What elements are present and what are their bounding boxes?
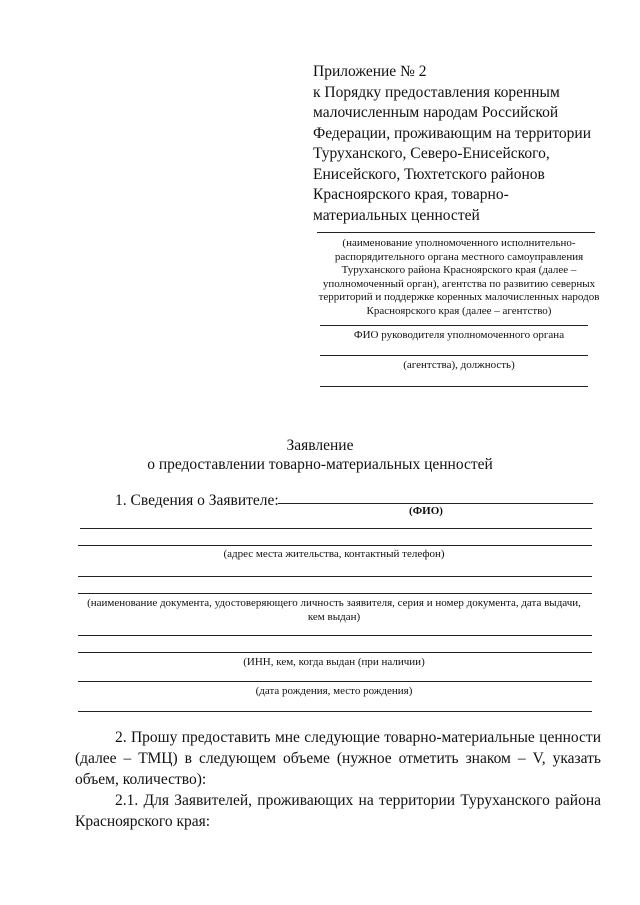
paragraph-line: 2.1. Для Заявителей, проживающих на территории Туруханского района [115, 792, 601, 809]
paragraph-line: объем, количество): [75, 771, 207, 788]
birth-caption: (дата рождения, место рождения) [255, 685, 413, 697]
fio-continuation-line[interactable] [80, 528, 592, 529]
caption-line: Красноярского края (далее – агентство) [366, 304, 552, 317]
paragraph-line: 2. Прошу предоставить мне следующие товарно-материальные ценности [115, 729, 601, 746]
position-caption: (агентства), должность) [403, 359, 515, 371]
id-fill-line-3[interactable] [78, 635, 592, 636]
appendix-line: Красноярского края, товарно- [313, 186, 509, 203]
fio-fill-line[interactable] [278, 503, 593, 504]
appendix-line: Енисейского, Тюхтетского районов [313, 165, 545, 183]
section1-end-line[interactable] [78, 711, 592, 712]
fio-caption: (ФИО) [409, 505, 443, 517]
appendix-line: материальных ценностей [313, 206, 480, 224]
head-caption: ФИО руководителя уполномоченного органа [353, 329, 565, 341]
id-caption [75, 597, 593, 624]
address-caption: (адрес места жительства, контактный телефон) [223, 548, 445, 560]
caption-line: кем выдан) [307, 610, 361, 623]
document-subtitle: о предоставлении товарно-материальных ценностей [147, 456, 493, 473]
birth-fill-line[interactable] [78, 681, 592, 682]
id-fill-line-2[interactable] [78, 593, 592, 594]
appendix-line: к Порядку предоставления коренным [313, 83, 560, 101]
inn-caption: (ИНН, кем, когда выдан (при наличии) [243, 656, 425, 668]
inn-fill-line[interactable] [78, 652, 592, 653]
appendix-line: малочисленным народам Российской [313, 104, 559, 121]
paragraph-line: Красноярского края: [75, 813, 211, 830]
caption-line: (наименование документа, удостоверяющего личность заявителя, серия и номер документа, дата выдачи, [87, 597, 581, 609]
caption-line: уполномоченный орган), агентства по развитию северных [322, 277, 596, 290]
head-fill-line[interactable] [320, 325, 588, 326]
id-fill-line-1[interactable] [78, 576, 592, 577]
caption-line: распорядительного органа местного самоуправления [334, 250, 584, 263]
appendix-header [313, 62, 613, 226]
paragraph-line: (далее – ТМЦ) в следующем объеме (нужное отметить знаком – V, указать [75, 750, 601, 767]
section2-paragraph [75, 727, 601, 790]
appendix-line: Туруханского, Северо-Енисейского, [313, 145, 550, 162]
address-fill-line[interactable] [78, 545, 592, 546]
caption-line: Туруханского района Красноярского края (далее – [341, 264, 577, 276]
authority-fill-line[interactable] [317, 232, 595, 233]
position-fill-line[interactable] [320, 355, 588, 356]
authority-caption [318, 237, 600, 318]
appendix-line: Приложение № 2 [313, 63, 427, 80]
extra-fill-line[interactable] [320, 386, 588, 387]
section2-1-paragraph [75, 790, 601, 832]
caption-line: (наименование уполномоченного исполнительно- [342, 237, 576, 249]
appendix-line: Федерации, проживающим на территории [313, 124, 592, 142]
document-title: Заявление [286, 437, 354, 454]
caption-line: территорий и поддержке коренных малочисленных народов [318, 291, 600, 303]
section1-label: 1. Сведения о Заявителе: [115, 492, 279, 509]
